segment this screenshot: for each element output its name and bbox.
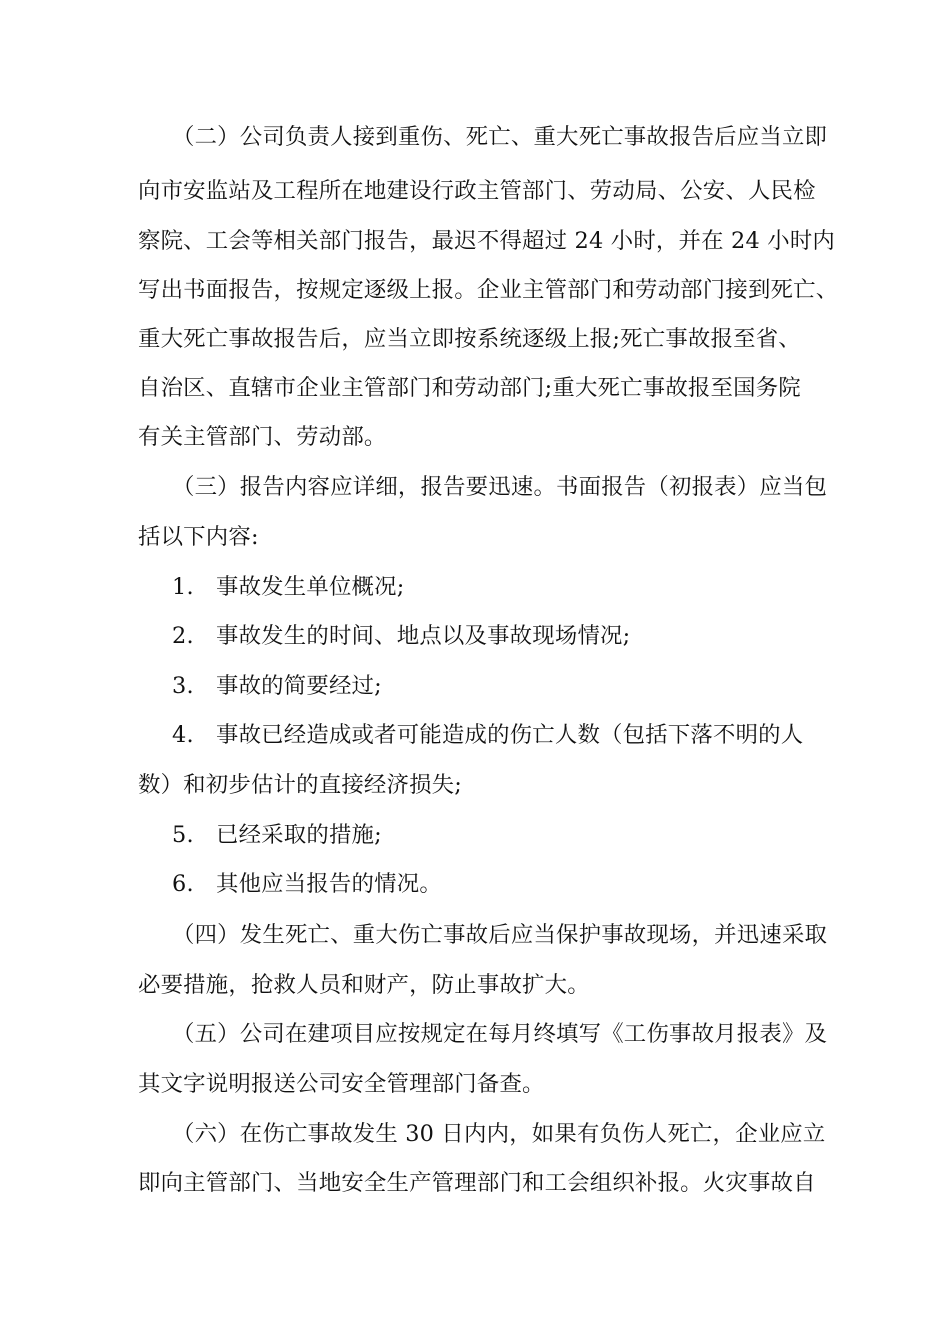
paragraph-3-line-2: 括以下内容: (138, 524, 259, 550)
paragraph-2-line-3: 察院、工会等相关部门报告，最迟不得超过 24 小时，并在 24 小时内 (138, 228, 835, 254)
list-item-5-text: 已经采取的措施; (216, 822, 382, 848)
paragraph-2-line-4: 写出书面报告，按规定逐级上报。企业主管部门和劳动部门接到死亡、 (138, 277, 839, 303)
paragraph-5-line-2: 其文字说明报送公司安全管理部门备查。 (138, 1071, 545, 1097)
paragraph-2-line-2: 向市安监站及工程所在地建设行政主管部门、劳动局、公安、人民检 (138, 178, 816, 204)
list-item-4-text: 事故已经造成或者可能造成的伤亡人数（包括下落不明的人 (216, 722, 804, 748)
list-item-4-number: 4. (172, 722, 194, 748)
paragraph-4-line-2: 必要措施，抢救人员和财产，防止事故扩大。 (138, 972, 590, 998)
paragraph-4-line-1: （四）发生死亡、重大伤亡事故后应当保护事故现场，并迅速采取 (172, 922, 828, 948)
list-item-3-number: 3. (172, 673, 194, 699)
list-item-4-text-cont: 数）和初步估计的直接经济损失; (138, 772, 463, 798)
list-item-1-number: 1. (172, 574, 194, 600)
list-item-1-text: 事故发生单位概况; (216, 574, 405, 600)
paragraph-6-line-2: 即向主管部门、当地安全生产管理部门和工会组织补报。火灾事故自 (138, 1170, 816, 1196)
paragraph-6-line-1: （六）在伤亡事故发生 30 日内内，如果有负伤人死亡，企业应立 (172, 1121, 826, 1147)
list-item-6-text: 其他应当报告的情况。 (216, 871, 442, 897)
paragraph-3-line-1: （三）报告内容应详细，报告要迅速。书面报告（初报表）应当包 (172, 474, 828, 500)
paragraph-2-line-5: 重大死亡事故报告后，应当立即按系统逐级上报;死亡事故报至省、 (138, 326, 801, 352)
list-item-2-number: 2. (172, 623, 194, 649)
paragraph-2-line-1: （二）公司负责人接到重伤、死亡、重大死亡事故报告后应当立即 (172, 124, 828, 150)
list-item-3-text: 事故的简要经过; (216, 673, 382, 699)
paragraph-2-line-7: 有关主管部门、劳动部。 (138, 424, 387, 450)
list-item-5-number: 5. (172, 822, 194, 848)
paragraph-5-line-1: （五）公司在建项目应按规定在每月终填写《工伤事故月报表》及 (172, 1021, 828, 1047)
list-item-6-number: 6. (172, 871, 194, 897)
list-item-2-text: 事故发生的时间、地点以及事故现场情况; (216, 623, 631, 649)
paragraph-2-line-6: 自治区、直辖市企业主管部门和劳动部门;重大死亡事故报至国务院 (138, 375, 801, 401)
